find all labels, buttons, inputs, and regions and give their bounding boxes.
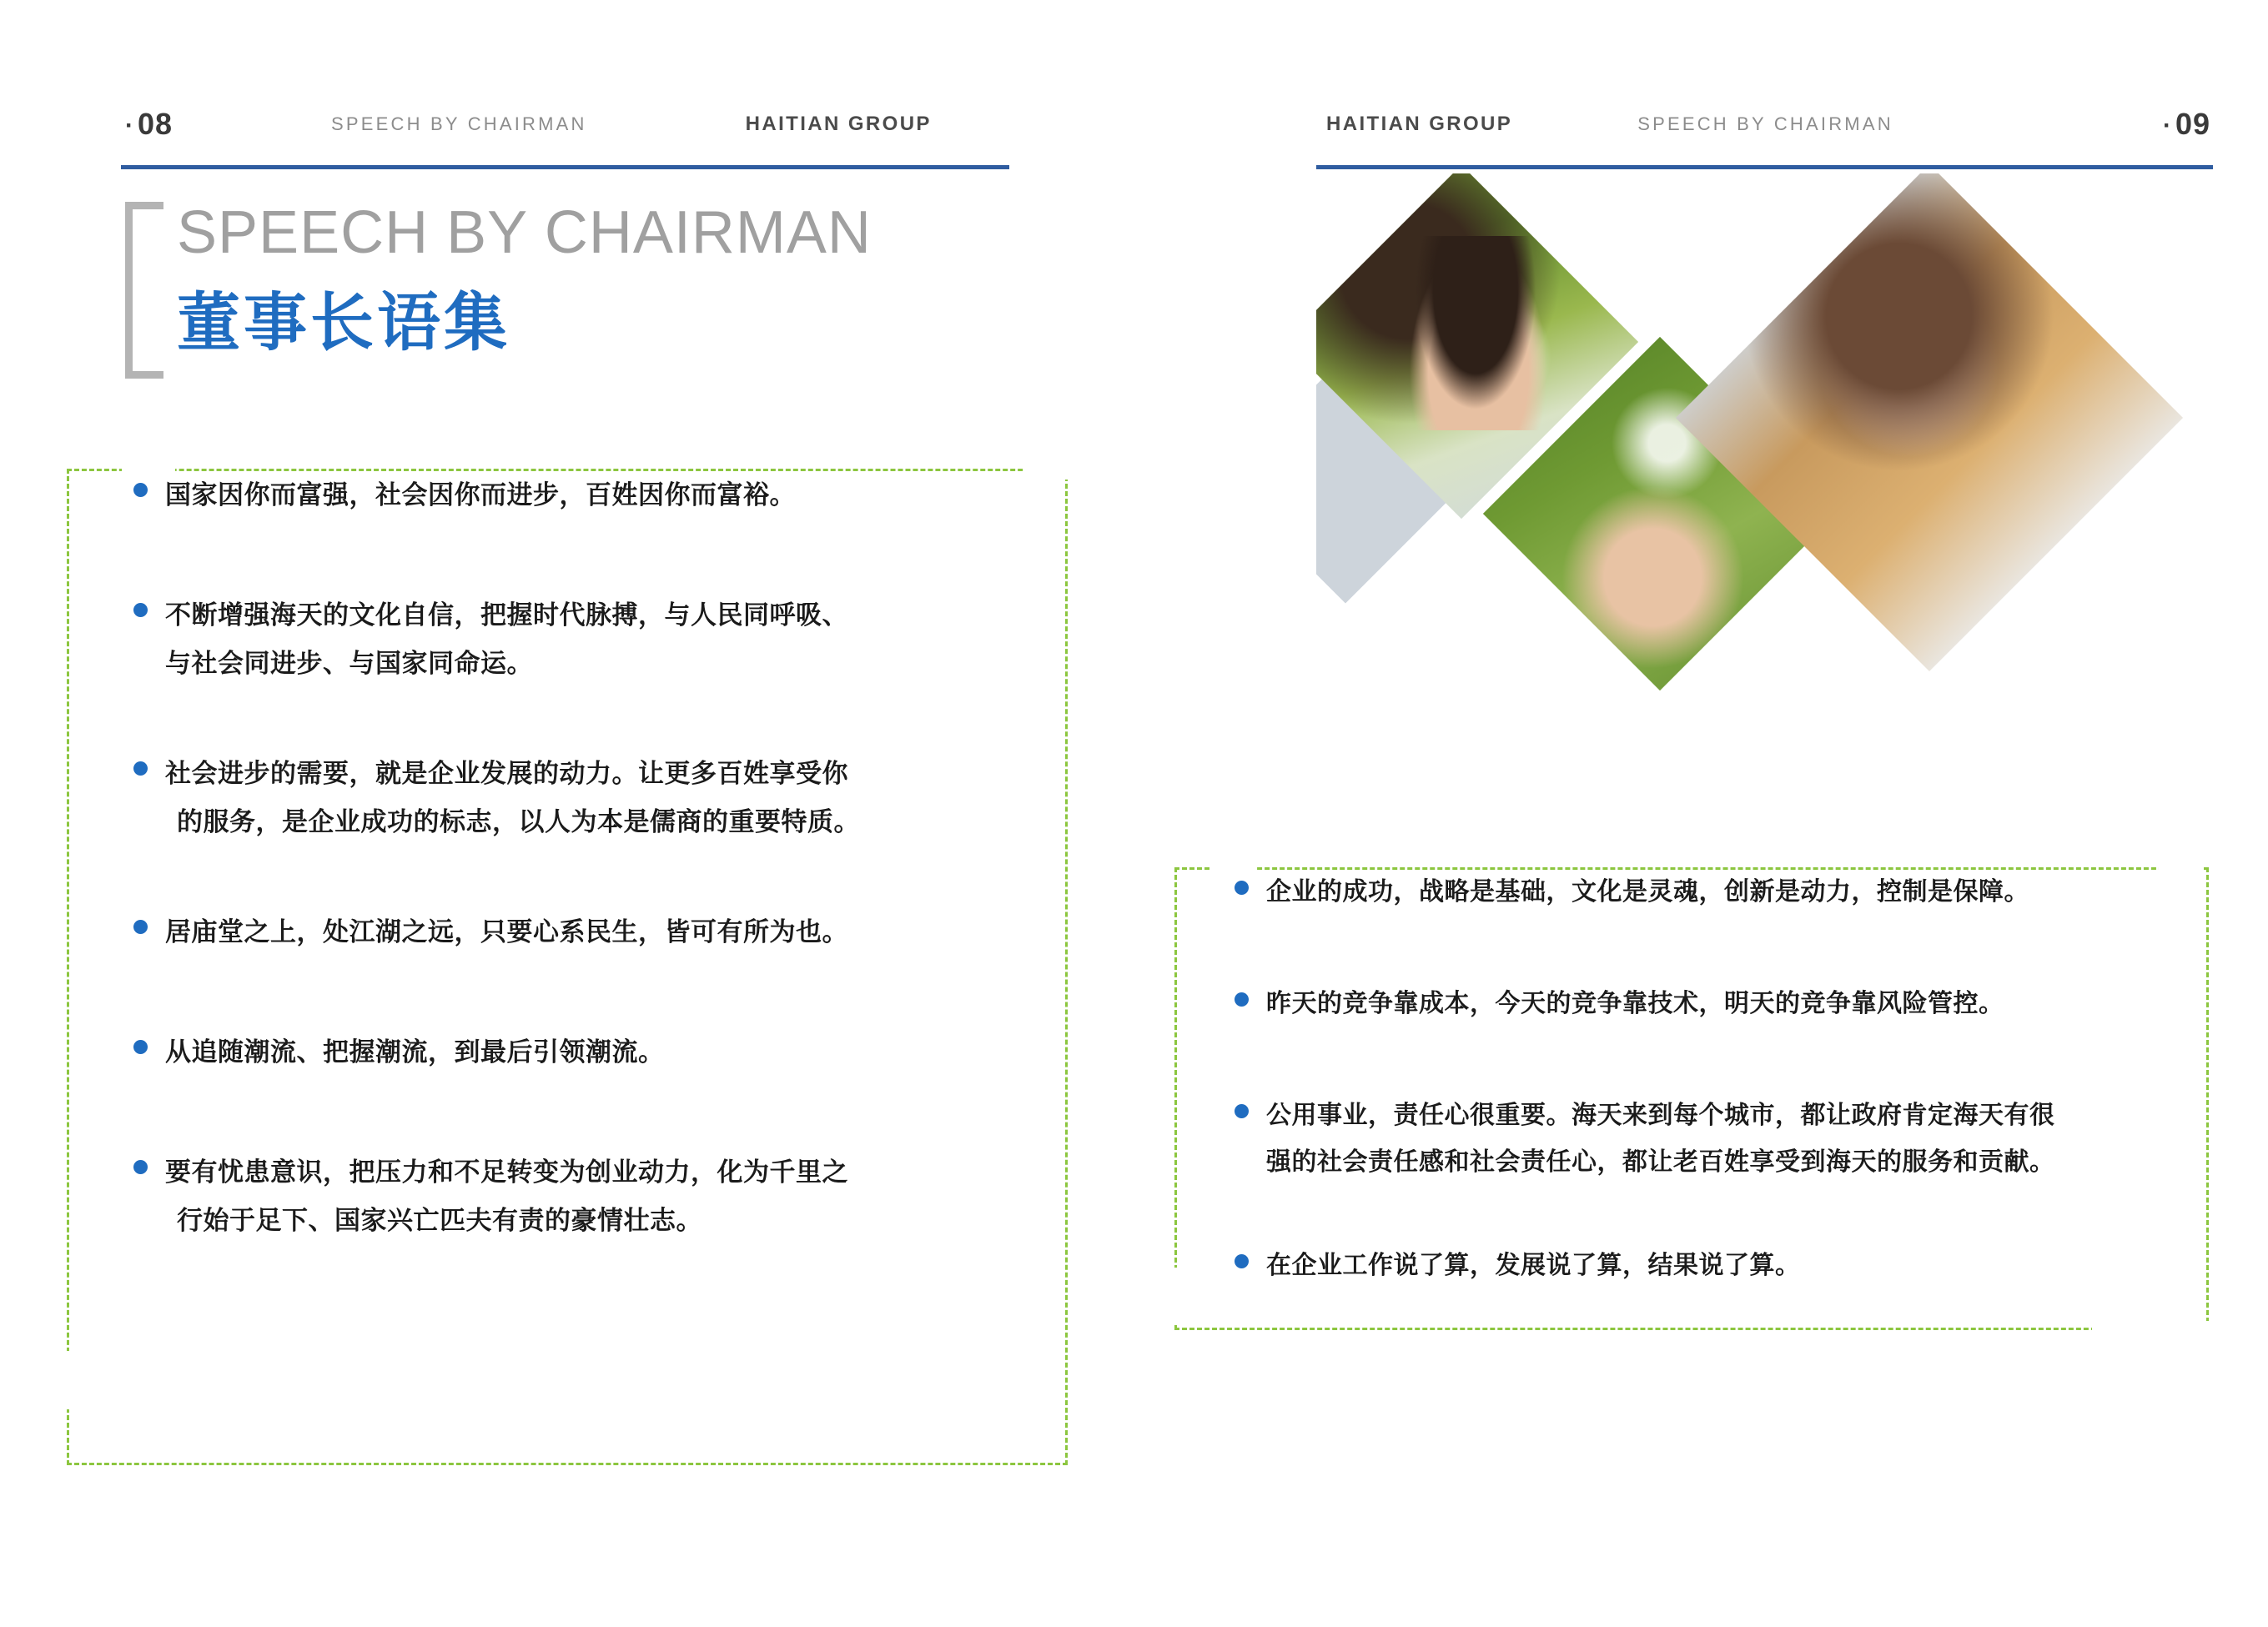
right-header-section-label: SPEECH BY CHAIRMAN	[1637, 113, 1893, 134]
left-quotes-list	[125, 471, 1047, 1307]
quote-line: 公用事业，责任心很重要。海天来到每个城市，都让政府肯定海天有很	[1266, 1102, 2055, 1129]
page-title-block	[125, 198, 918, 382]
list-item	[125, 471, 1047, 520]
bullet-icon	[1235, 992, 1249, 1007]
left-page-header	[125, 107, 1009, 142]
folio-number: 08	[138, 107, 173, 141]
bullet-icon	[1235, 1254, 1249, 1268]
left-header-section-label: SPEECH BY CHAIRMAN	[331, 113, 587, 134]
page-title-english: SPEECH BY CHAIRMAN	[177, 199, 872, 266]
bullet-icon	[133, 603, 148, 617]
list-item	[1226, 869, 2194, 916]
bullet-icon	[133, 483, 148, 497]
list-item	[1226, 1092, 2194, 1186]
list-item	[125, 1028, 1047, 1077]
left-page-folio	[125, 107, 173, 142]
right-quotes-list	[1226, 869, 2194, 1289]
left-header-brand: HAITIAN GROUP	[745, 113, 932, 135]
list-item	[125, 1148, 1047, 1245]
quote-line: 要有忧患意识，把压力和不足转变为创业动力，化为千里之	[165, 1157, 848, 1187]
list-item	[1226, 981, 2194, 1027]
quote-line: 居庙堂之上，处江湖之远，只要心系民生，皆可有所为也。	[165, 917, 848, 947]
right-page-folio	[2163, 107, 2210, 142]
right-page-header	[1326, 107, 2210, 142]
quote-line: 强的社会责任感和社会责任心，都让老百姓享受到海天的服务和贡献。	[1266, 1148, 2055, 1176]
bullet-icon	[1235, 881, 1249, 895]
list-item	[1226, 1243, 2194, 1289]
quote-line: 企业的成功，战略是基础，文化是灵魂，创新是动力，控制是保障。	[1266, 878, 2029, 906]
folio-dot: ·	[125, 112, 134, 140]
right-header-rule	[1316, 165, 2213, 169]
right-header-brand: HAITIAN GROUP	[1326, 113, 1513, 135]
quote-line: 行始于足下、国家兴亡匹夫有责的豪情壮志。	[177, 1206, 702, 1235]
list-item	[125, 591, 1047, 688]
quote-line: 与社会同进步、与国家同命运。	[165, 649, 533, 678]
photo-collage	[1316, 173, 2221, 824]
quote-line: 不断增强海天的文化自信，把握时代脉搏，与人民同呼吸、	[165, 600, 848, 630]
left-header-rule	[121, 165, 1009, 169]
bracket-decoration	[125, 202, 163, 379]
collage-clip	[1316, 173, 2221, 824]
bullet-icon	[1235, 1104, 1249, 1118]
quote-line: 昨天的竞争靠成本，今天的竞争靠技术，明天的竞争靠风险管控。	[1266, 990, 2004, 1017]
folio-number: 09	[2175, 107, 2210, 141]
page-title-chinese: 董事长语集	[177, 288, 510, 359]
bullet-icon	[133, 920, 148, 934]
list-item	[125, 908, 1047, 957]
quote-line: 从追随潮流、把握潮流，到最后引领潮流。	[165, 1037, 665, 1067]
quote-line: 国家因你而富强，社会因你而进步，百姓因你而富裕。	[165, 480, 796, 510]
quote-line: 社会进步的需要，就是企业发展的动力。让更多百姓享受你	[165, 759, 848, 788]
list-item	[125, 750, 1047, 846]
folio-dot: ·	[2162, 112, 2172, 140]
dash-frame-gap	[60, 1351, 78, 1409]
quote-line: 在企业工作说了算，发展说了算，结果说了算。	[1266, 1252, 1801, 1279]
dash-frame-gap	[1168, 1268, 1184, 1323]
right-page	[1134, 0, 2268, 1627]
quote-line: 的服务，是企业成功的标志，以人为本是儒商的重要特质。	[177, 807, 860, 836]
dash-frame-gap	[2092, 1321, 2210, 1338]
bullet-icon	[133, 1040, 148, 1054]
bullet-icon	[133, 761, 148, 776]
bullet-icon	[133, 1160, 148, 1174]
